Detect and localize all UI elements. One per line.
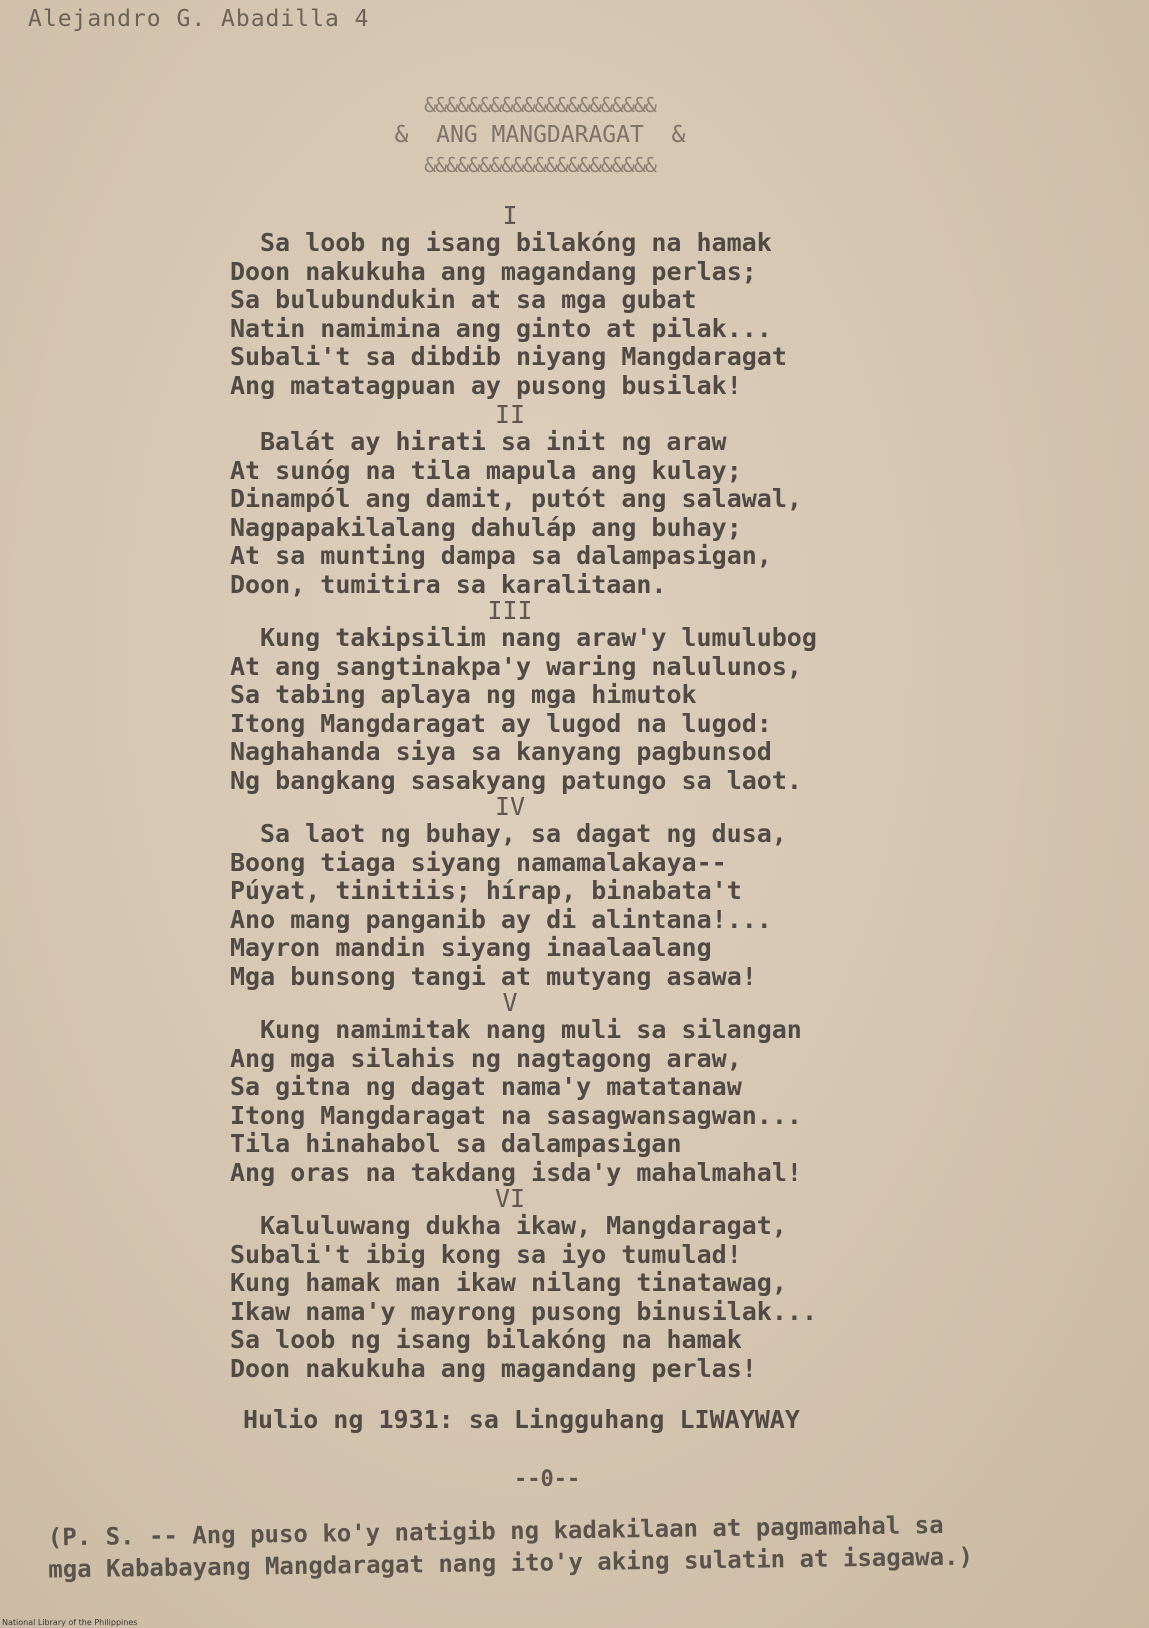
poem-line: Itong Mangdaragat na sasagwansagwan...: [230, 1100, 802, 1130]
poem-line: Sa bulubundukin at sa mga gubat: [230, 285, 697, 315]
poem-line: Púyat, tinitiis; hírap, binabata't: [230, 876, 742, 906]
poem-line: Kung namimitak nang muli sa silangan: [260, 1015, 802, 1044]
poem-line: Naghahanda siya sa kanyang pagbunsod: [230, 737, 772, 767]
poem-line: Kaluluwang dukha ikaw, Mangdaragat,: [260, 1211, 787, 1240]
poem-line: Nagpapakilalang dahuláp ang buhay;: [230, 512, 742, 542]
poem-line: Itong Mangdaragat ay lugod na lugod:: [230, 708, 772, 738]
poem-title: & ANG MANGDARAGAT &: [394, 122, 686, 148]
postscript-line: mga Kababayang Mangdaragat nang ito'y aking sulatin at isagawa.): [48, 1542, 974, 1584]
postscript-line: (P. S. -- Ang puso ko'y natigib ng kadakilaan at pagmamahal sa: [47, 1510, 944, 1552]
poem-line: Mayron mandin siyang inaalaalang: [230, 933, 712, 963]
library-footer: National Library of the Philippines: [2, 1618, 138, 1627]
stanza-2: [230, 402, 910, 600]
stanza-numeral: III: [487, 596, 533, 625]
poem-line: Sa loob ng isang bilakóng na hamak: [230, 1325, 742, 1355]
poem-line: Ng bangkang sasakyang patungo sa laot.: [230, 765, 802, 795]
poem-line: Ikaw nama'y mayrong pusong binusilak...: [230, 1296, 817, 1326]
poem-line: Doon nakukuha ang magandang perlas!: [230, 1353, 757, 1383]
poem-line: Ano mang panganib ay di alintana!...: [230, 904, 772, 934]
stanza-4: [230, 794, 910, 992]
stanza-numeral: II: [494, 400, 526, 429]
poem-line: Ang matatagpuan ay pusong busilak!: [230, 370, 742, 400]
stanza-numeral: I: [502, 201, 518, 230]
poem-line: At sunóg na tila mapula ang kulay;: [230, 455, 742, 485]
poem-line: Doon nakukuha ang magandang perlas;: [230, 256, 757, 286]
publication-dateline: Hulio ng 1931: sa Lingguhang LIWAYWAY: [243, 1405, 800, 1434]
poem-line: Doon, tumitira sa karalitaan.: [230, 569, 667, 599]
stanza-numeral: V: [502, 988, 518, 1017]
poem-line: Kung takipsilim nang araw'y lumulubog: [260, 623, 817, 652]
title-block: [355, 92, 725, 178]
stanza-numeral: IV: [494, 792, 526, 821]
poem-line: Balát ay hirati sa init ng araw: [260, 427, 727, 456]
poem-line: Mga bunsong tangi at mutyang asawa!: [230, 961, 757, 991]
stanza-6: [230, 1186, 910, 1384]
ornament-top: &&&&&&&&&&&&&&&&&&&&&: [424, 93, 656, 117]
poem-line: Ang mga silahis ng nagtagong araw,: [230, 1043, 742, 1073]
poem-line: Dinampól ang damit, putót ang salawal,: [230, 484, 802, 514]
poem-line: Tila hinahabol sa dalampasigan: [230, 1129, 682, 1159]
postscript: [48, 1509, 974, 1586]
poem-line: Sa tabing aplaya ng mga himutok: [230, 680, 697, 710]
stanza-1: [230, 203, 910, 401]
poem-line: Sa gitna ng dagat nama'y matatanaw: [230, 1072, 742, 1102]
stanza-numeral: VI: [494, 1184, 526, 1213]
ornament-bottom: &&&&&&&&&&&&&&&&&&&&&: [424, 153, 656, 177]
end-mark: --0--: [514, 1467, 581, 1492]
poem-line: Sa loob ng isang bilakóng na hamak: [260, 228, 772, 257]
poem-line: Boong tiaga siyang namamalakaya--: [230, 847, 727, 877]
poem-line: At ang sangtinakpa'y waring nalulunos,: [230, 651, 802, 681]
poem-line: Subali't sa dibdib niyang Mangdaragat: [230, 342, 787, 372]
poem-line: Kung hamak man ikaw nilang tinatawag,: [230, 1268, 787, 1298]
stanza-5: [230, 990, 910, 1188]
poem-line: At sa munting dampa sa dalampasigan,: [230, 541, 772, 571]
poem-line: Sa laot ng buhay, sa dagat ng dusa,: [260, 819, 787, 848]
poem-line: Subali't ibig kong sa iyo tumulad!: [230, 1239, 742, 1269]
author-header: Alejandro G. Abadilla 4: [28, 6, 370, 32]
poem-line: Natin namimina ang ginto at pilak...: [230, 313, 772, 343]
stanza-3: [230, 598, 910, 796]
poem-line: Ang oras na takdang isda'y mahalmahal!: [230, 1157, 802, 1187]
